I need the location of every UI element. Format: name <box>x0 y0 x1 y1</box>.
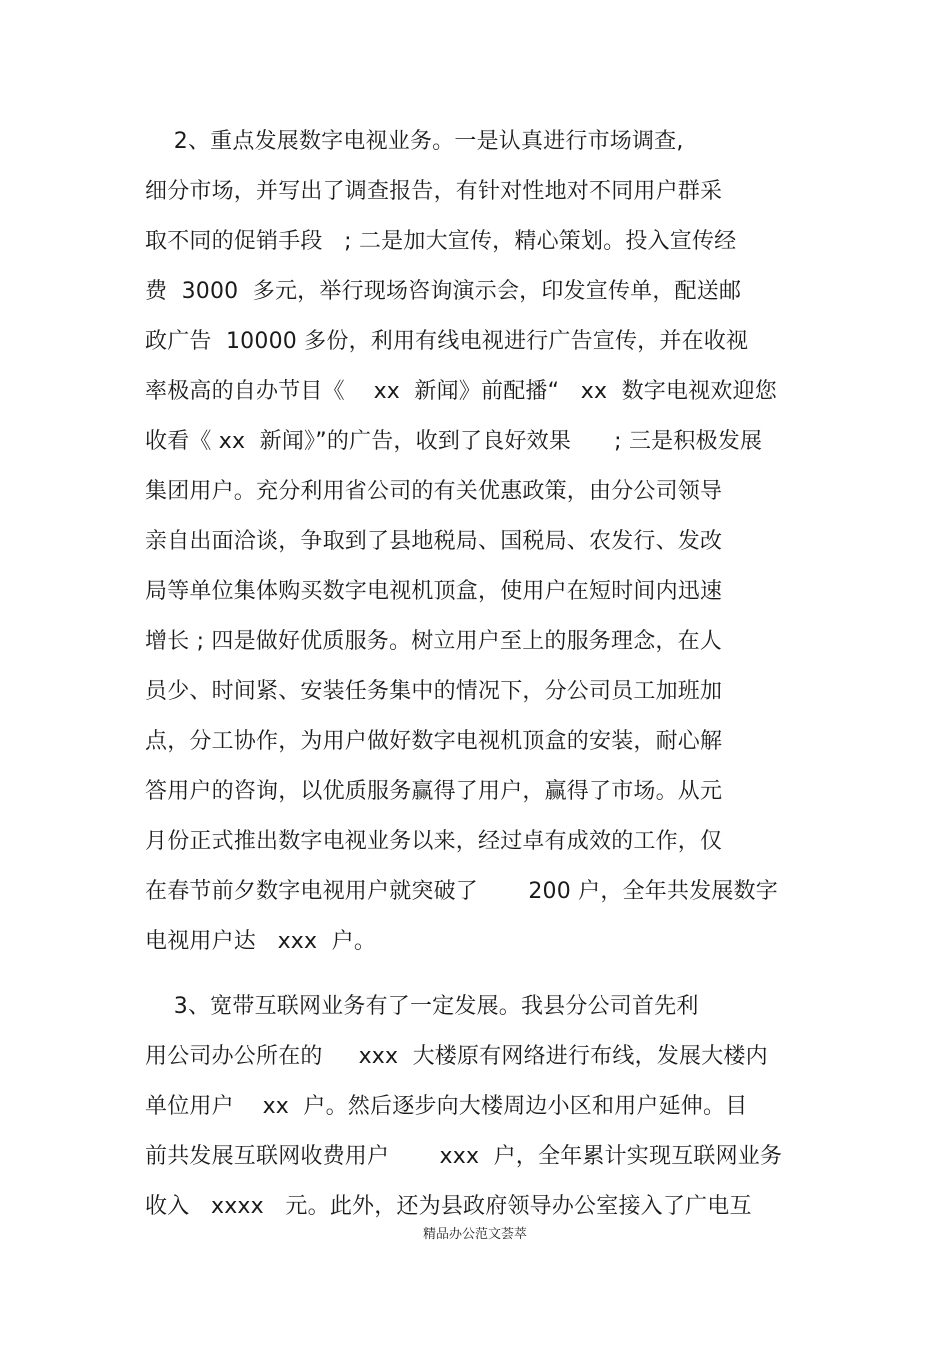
text-line: 前共发展互联网收费用户 xxx 户，全年累计实现互联网业务 <box>145 1144 783 1169</box>
text-line: 2、重点发展数字电视业务。一是认真进行市场调查, <box>145 129 684 154</box>
text-line: 集团用户。充分利用省公司的有关优惠政策，由分公司领导 <box>145 479 723 504</box>
text-line: 局等单位集体购买数字电视机顶盒，使用户在短时间内迅速 <box>145 579 723 604</box>
text-line: 在春节前夕数字电视用户就突破了 200 户，全年共发展数字 <box>145 879 778 904</box>
text-line: 点，分工协作，为用户做好数字电视机顶盒的安装，耐心解 <box>145 729 723 754</box>
text-line: 取不同的促销手段 ; 二是加大宣传，精心策划。投入宣传经 <box>145 229 737 254</box>
text-line: 率极高的自办节目《 xx 新闻》前配播“ xx 数字电视欢迎您 <box>145 379 778 404</box>
text-line: 单位用户 xx 户。然后逐步向大楼周边小区和用户延伸。目 <box>145 1094 748 1119</box>
text-line: 费 3000 多元，举行现场咨询演示会，印发宣传单，配送邮 <box>145 279 742 304</box>
text-line: 用公司办公所在的 xxx 大楼原有网络进行布线，发展大楼内 <box>145 1044 768 1069</box>
text-line: 月份正式推出数字电视业务以来，经过卓有成效的工作，仅 <box>145 829 723 854</box>
text-line: 3、宽带互联网业务有了一定发展。我县分公司首先利 <box>145 994 699 1019</box>
text-line: 电视用户达 xxx 户。 <box>145 929 377 954</box>
text-line: 员少、时间紧、安装任务集中的情况下，分公司员工加班加 <box>145 679 723 704</box>
text-line: 收看《 xx 新闻》”的广告，收到了良好效果 ; 三是积极发展 <box>145 429 763 454</box>
text-line: 细分市场，并写出了调查报告，有针对性地对不同用户群采 <box>145 179 723 204</box>
text-line: 政广告 10000 多份，利用有线电视进行广告宣传，并在收视 <box>145 329 749 354</box>
page-footer: 精品办公范文荟萃 <box>422 1227 527 1242</box>
text-line: 收入 xxxx 元。此外，还为县政府领导办公室接入了广电互 <box>145 1194 752 1219</box>
text-line: 亲自出面洽谈，争取到了县地税局、国税局、农发行、发改 <box>145 529 723 554</box>
text-line: 增长 ; 四是做好优质服务。树立用户至上的服务理念，在人 <box>145 629 723 654</box>
text-line: 答用户的咨询，以优质服务赢得了用户，赢得了市场。从元 <box>145 779 723 804</box>
